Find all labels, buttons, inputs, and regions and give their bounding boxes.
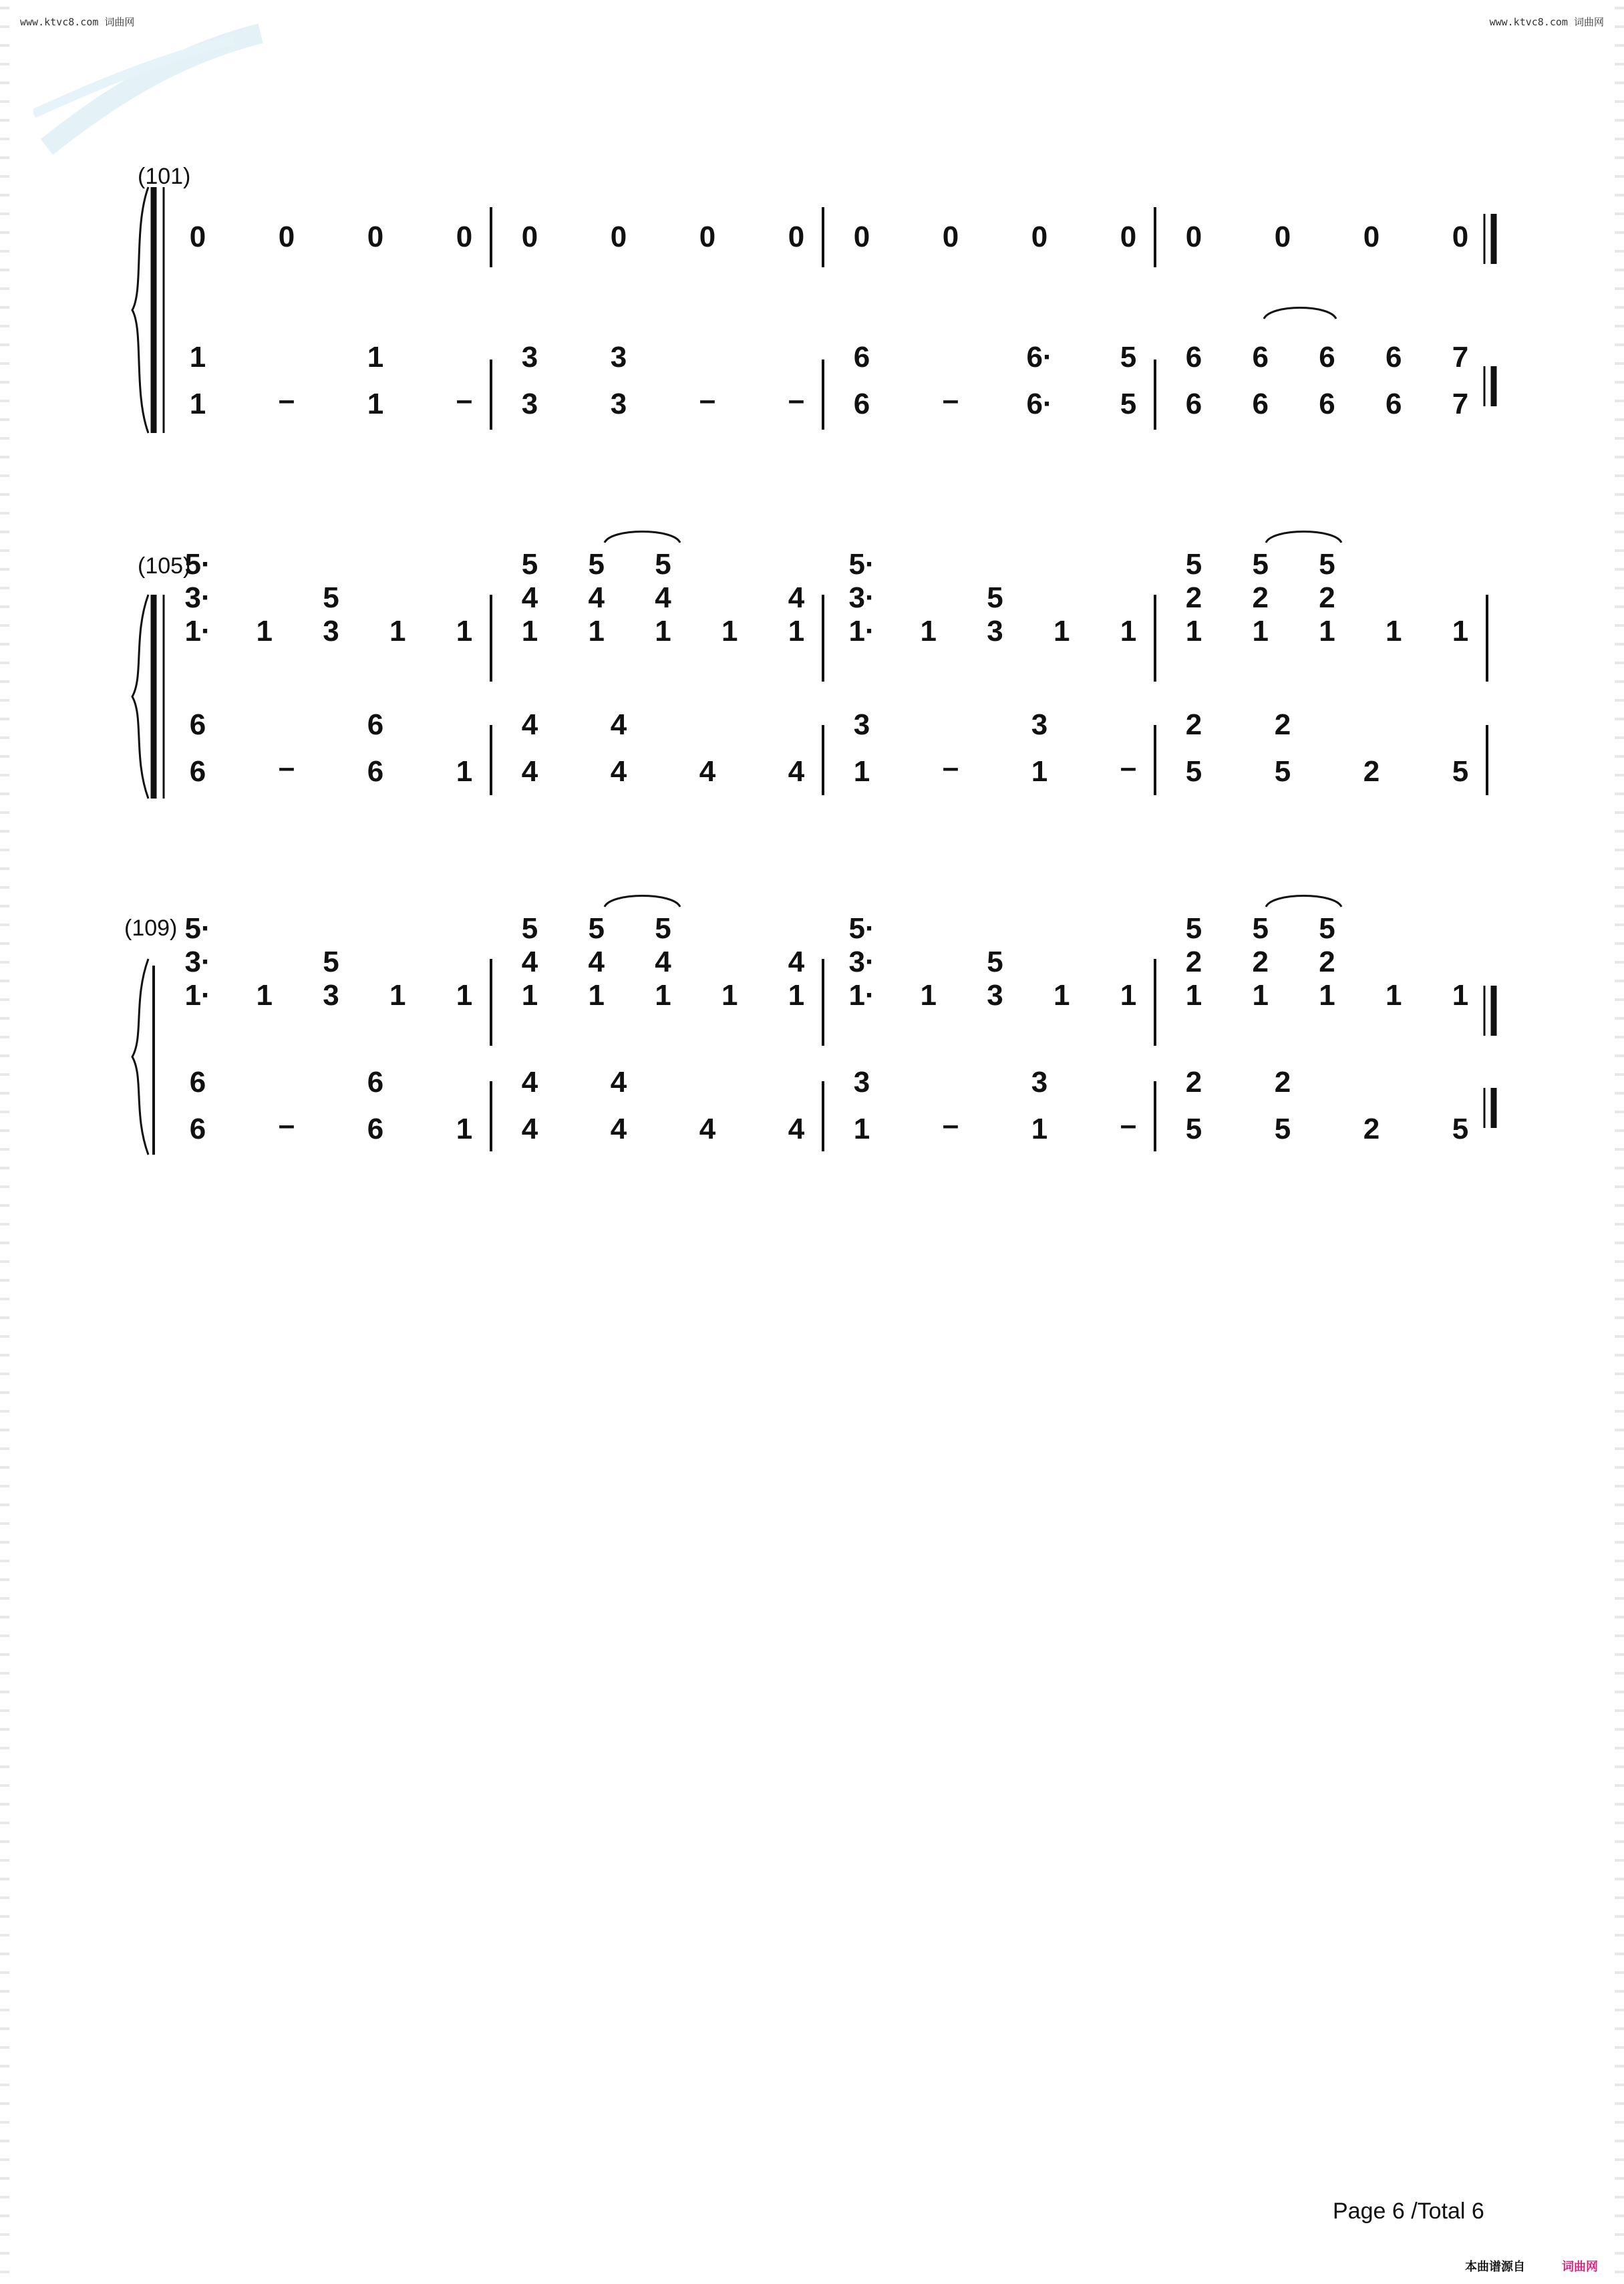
lower-note: 1 bbox=[853, 755, 870, 788]
upper-note: 5· bbox=[184, 912, 211, 945]
lower-note: 4 bbox=[699, 1113, 716, 1145]
lower-note: 6 bbox=[1386, 388, 1402, 420]
upper-note: 0 bbox=[853, 221, 870, 253]
lower-note: 4 bbox=[610, 708, 627, 741]
upper-note: 0 bbox=[1363, 221, 1380, 253]
upper-note: 3· bbox=[184, 946, 211, 978]
upper-note: 1 bbox=[256, 979, 273, 1012]
lower-note: 6 bbox=[1386, 341, 1402, 374]
system-brace bbox=[132, 187, 148, 433]
lower-note: 3 bbox=[853, 708, 870, 741]
lower-note: 6 bbox=[1185, 341, 1202, 374]
lower-note: 4 bbox=[788, 1113, 805, 1145]
tie-arc bbox=[605, 896, 680, 907]
lower-note: 6 bbox=[1252, 341, 1269, 374]
lower-note: 1 bbox=[456, 1113, 473, 1145]
upper-note: 2 bbox=[1319, 581, 1335, 614]
tie-arc bbox=[605, 532, 680, 543]
lower-note: 4 bbox=[610, 755, 627, 788]
upper-note: 1· bbox=[848, 979, 875, 1012]
upper-note: 3· bbox=[848, 581, 875, 614]
upper-note: 5 bbox=[987, 581, 1003, 614]
upper-note: 3 bbox=[987, 979, 1003, 1012]
lower-note: 6 bbox=[189, 755, 206, 788]
lower-note: 6 bbox=[1319, 388, 1335, 420]
tie-arc bbox=[1264, 308, 1336, 319]
lower-note: 5 bbox=[1185, 755, 1202, 788]
sustain-dash: – bbox=[278, 384, 295, 416]
upper-note: 0 bbox=[278, 221, 295, 253]
upper-note: 5 bbox=[588, 912, 605, 945]
lower-note: 3 bbox=[1031, 708, 1048, 741]
lower-note: 3 bbox=[610, 341, 627, 374]
upper-note: 0 bbox=[942, 221, 959, 253]
upper-note: 1 bbox=[1452, 979, 1469, 1012]
lower-note: 6 bbox=[1252, 388, 1269, 420]
lower-note: 1 bbox=[189, 388, 206, 420]
upper-note: 4 bbox=[521, 946, 538, 978]
upper-note: 1 bbox=[721, 615, 738, 648]
upper-note: 0 bbox=[1031, 221, 1048, 253]
upper-note: 1 bbox=[1120, 979, 1137, 1012]
measure-number: (101) bbox=[138, 164, 191, 189]
lower-note: 1 bbox=[367, 388, 384, 420]
upper-note: 5 bbox=[323, 946, 339, 978]
upper-note: 5· bbox=[848, 548, 875, 581]
footer-source-site: 词曲网 bbox=[1562, 2260, 1598, 2273]
upper-note: 5· bbox=[184, 548, 211, 581]
upper-note: 2 bbox=[1319, 946, 1335, 978]
upper-note: 4 bbox=[655, 581, 671, 614]
sustain-dash: – bbox=[1120, 1109, 1137, 1141]
lower-note: 1 bbox=[189, 341, 206, 374]
upper-note: 1· bbox=[848, 615, 875, 648]
lower-note: 4 bbox=[521, 1113, 538, 1145]
upper-note: 3 bbox=[323, 979, 339, 1012]
upper-note: 1· bbox=[184, 615, 211, 648]
sustain-dash: – bbox=[278, 1109, 295, 1141]
lower-note: 4 bbox=[610, 1113, 627, 1145]
lower-note: 4 bbox=[788, 755, 805, 788]
upper-note: 1 bbox=[655, 615, 671, 648]
sustain-dash: – bbox=[788, 384, 805, 416]
upper-note: 5 bbox=[323, 581, 339, 614]
lower-note: 2 bbox=[1274, 1066, 1291, 1099]
upper-note: 0 bbox=[699, 221, 716, 253]
lower-note: 7 bbox=[1452, 341, 1469, 374]
upper-note: 5 bbox=[1319, 548, 1335, 581]
upper-note: 4 bbox=[788, 581, 805, 614]
page-number: Page 6 /Total 6 bbox=[1333, 2198, 1484, 2224]
sustain-dash: – bbox=[942, 751, 959, 784]
lower-note: 1 bbox=[1031, 1113, 1048, 1145]
upper-note: 0 bbox=[456, 221, 473, 253]
upper-note: 1 bbox=[920, 615, 937, 648]
upper-note: 1 bbox=[920, 979, 937, 1012]
upper-note: 0 bbox=[1452, 221, 1469, 253]
lower-note: 6 bbox=[1319, 341, 1335, 374]
lower-note: 6 bbox=[189, 708, 206, 741]
footer-source-label: 本曲谱源自 bbox=[1465, 2260, 1525, 2273]
upper-note: 5 bbox=[655, 548, 671, 581]
lower-note: 2 bbox=[1274, 708, 1291, 741]
upper-note: 1 bbox=[788, 615, 805, 648]
lower-note: 3 bbox=[521, 388, 538, 420]
upper-note: 1 bbox=[655, 979, 671, 1012]
lower-note: 5 bbox=[1452, 1113, 1469, 1145]
lower-note: 6 bbox=[367, 755, 384, 788]
sustain-dash: – bbox=[456, 384, 473, 416]
upper-note: 4 bbox=[588, 946, 605, 978]
tie-arc bbox=[1266, 532, 1341, 543]
upper-note: 5 bbox=[1185, 548, 1202, 581]
upper-note: 2 bbox=[1185, 581, 1202, 614]
upper-note: 1· bbox=[184, 979, 211, 1012]
upper-note: 1 bbox=[521, 979, 538, 1012]
upper-note: 0 bbox=[610, 221, 627, 253]
upper-note: 0 bbox=[521, 221, 538, 253]
header-left: www.ktvc8.com 词曲网 bbox=[20, 16, 135, 28]
lower-note: 6 bbox=[853, 388, 870, 420]
upper-note: 1 bbox=[389, 979, 406, 1012]
upper-note: 1 bbox=[456, 979, 473, 1012]
upper-note: 5 bbox=[1252, 912, 1269, 945]
upper-note: 5 bbox=[521, 548, 538, 581]
lower-note: 5 bbox=[1274, 755, 1291, 788]
lower-note: 6· bbox=[1026, 341, 1053, 374]
upper-note: 5 bbox=[1185, 912, 1202, 945]
lower-note: 6 bbox=[367, 1066, 384, 1099]
upper-note: 0 bbox=[1274, 221, 1291, 253]
upper-note: 1 bbox=[456, 615, 473, 648]
upper-note: 0 bbox=[1120, 221, 1137, 253]
lower-note: 3 bbox=[1031, 1066, 1048, 1099]
lower-note: 7 bbox=[1452, 388, 1469, 420]
lower-note: 6 bbox=[367, 708, 384, 741]
upper-note: 5· bbox=[848, 912, 875, 945]
lower-note: 6 bbox=[367, 1113, 384, 1145]
lower-note: 6 bbox=[1185, 388, 1202, 420]
upper-note: 1 bbox=[1386, 615, 1402, 648]
upper-note: 1 bbox=[521, 615, 538, 648]
upper-note: 5 bbox=[655, 912, 671, 945]
upper-note: 5 bbox=[1319, 912, 1335, 945]
lower-note: 2 bbox=[1185, 708, 1202, 741]
tie-arc bbox=[1266, 896, 1341, 907]
upper-note: 5 bbox=[1252, 548, 1269, 581]
upper-note: 1 bbox=[721, 979, 738, 1012]
upper-note: 1 bbox=[588, 615, 605, 648]
upper-note: 1 bbox=[588, 979, 605, 1012]
upper-note: 1 bbox=[1319, 615, 1335, 648]
upper-note: 2 bbox=[1252, 581, 1269, 614]
lower-note: 6 bbox=[189, 1066, 206, 1099]
lower-note: 6· bbox=[1026, 388, 1053, 420]
lower-note: 5 bbox=[1452, 755, 1469, 788]
upper-note: 1 bbox=[1053, 615, 1070, 648]
upper-note: 5 bbox=[521, 912, 538, 945]
upper-note: 1 bbox=[1319, 979, 1335, 1012]
lower-note: 2 bbox=[1363, 755, 1380, 788]
upper-note: 1 bbox=[1185, 979, 1202, 1012]
sustain-dash: – bbox=[942, 1109, 959, 1141]
sustain-dash: – bbox=[1120, 751, 1137, 784]
lower-note: 5 bbox=[1120, 341, 1137, 374]
measure-number: (105) bbox=[138, 553, 191, 579]
upper-note: 1 bbox=[1252, 979, 1269, 1012]
upper-note: 3 bbox=[323, 615, 339, 648]
upper-note: 3· bbox=[184, 581, 211, 614]
upper-note: 4 bbox=[521, 581, 538, 614]
lower-note: 2 bbox=[1363, 1113, 1380, 1145]
lower-note: 5 bbox=[1120, 388, 1137, 420]
upper-note: 1 bbox=[788, 979, 805, 1012]
upper-note: 4 bbox=[588, 581, 605, 614]
system-brace bbox=[132, 959, 148, 1155]
upper-note: 5 bbox=[987, 946, 1003, 978]
upper-note: 1 bbox=[256, 615, 273, 648]
upper-note: 0 bbox=[189, 221, 206, 253]
upper-note: 3· bbox=[848, 946, 875, 978]
lower-note: 3 bbox=[610, 388, 627, 420]
lower-note: 4 bbox=[610, 1066, 627, 1099]
upper-note: 0 bbox=[1185, 221, 1202, 253]
header-right: www.ktvc8.com 词曲网 bbox=[1489, 16, 1604, 28]
upper-note: 1 bbox=[1252, 615, 1269, 648]
upper-note: 5 bbox=[588, 548, 605, 581]
sustain-dash: – bbox=[942, 384, 959, 416]
upper-note: 4 bbox=[655, 946, 671, 978]
lower-note: 2 bbox=[1185, 1066, 1202, 1099]
lower-note: 4 bbox=[521, 1066, 538, 1099]
lower-note: 4 bbox=[521, 755, 538, 788]
lower-note: 5 bbox=[1274, 1113, 1291, 1145]
upper-note: 1 bbox=[1120, 615, 1137, 648]
upper-note: 1 bbox=[1053, 979, 1070, 1012]
lower-note: 1 bbox=[367, 341, 384, 374]
sustain-dash: – bbox=[278, 751, 295, 784]
upper-note: 0 bbox=[367, 221, 384, 253]
upper-note: 1 bbox=[389, 615, 406, 648]
lower-note: 4 bbox=[521, 708, 538, 741]
lower-note: 1 bbox=[853, 1113, 870, 1145]
lower-note: 3 bbox=[521, 341, 538, 374]
upper-note: 4 bbox=[788, 946, 805, 978]
lower-note: 1 bbox=[456, 755, 473, 788]
upper-note: 1 bbox=[1185, 615, 1202, 648]
lower-note: 5 bbox=[1185, 1113, 1202, 1145]
upper-note: 2 bbox=[1185, 946, 1202, 978]
measure-number: (109) bbox=[124, 915, 178, 941]
system-brace bbox=[132, 595, 148, 799]
upper-note: 2 bbox=[1252, 946, 1269, 978]
upper-note: 0 bbox=[788, 221, 805, 253]
upper-note: 3 bbox=[987, 615, 1003, 648]
lower-note: 1 bbox=[1031, 755, 1048, 788]
sustain-dash: – bbox=[699, 384, 716, 416]
lower-note: 3 bbox=[853, 1066, 870, 1099]
upper-note: 1 bbox=[1452, 615, 1469, 648]
lower-note: 6 bbox=[189, 1113, 206, 1145]
lower-note: 4 bbox=[699, 755, 716, 788]
lower-note: 6 bbox=[853, 341, 870, 374]
upper-note: 1 bbox=[1386, 979, 1402, 1012]
